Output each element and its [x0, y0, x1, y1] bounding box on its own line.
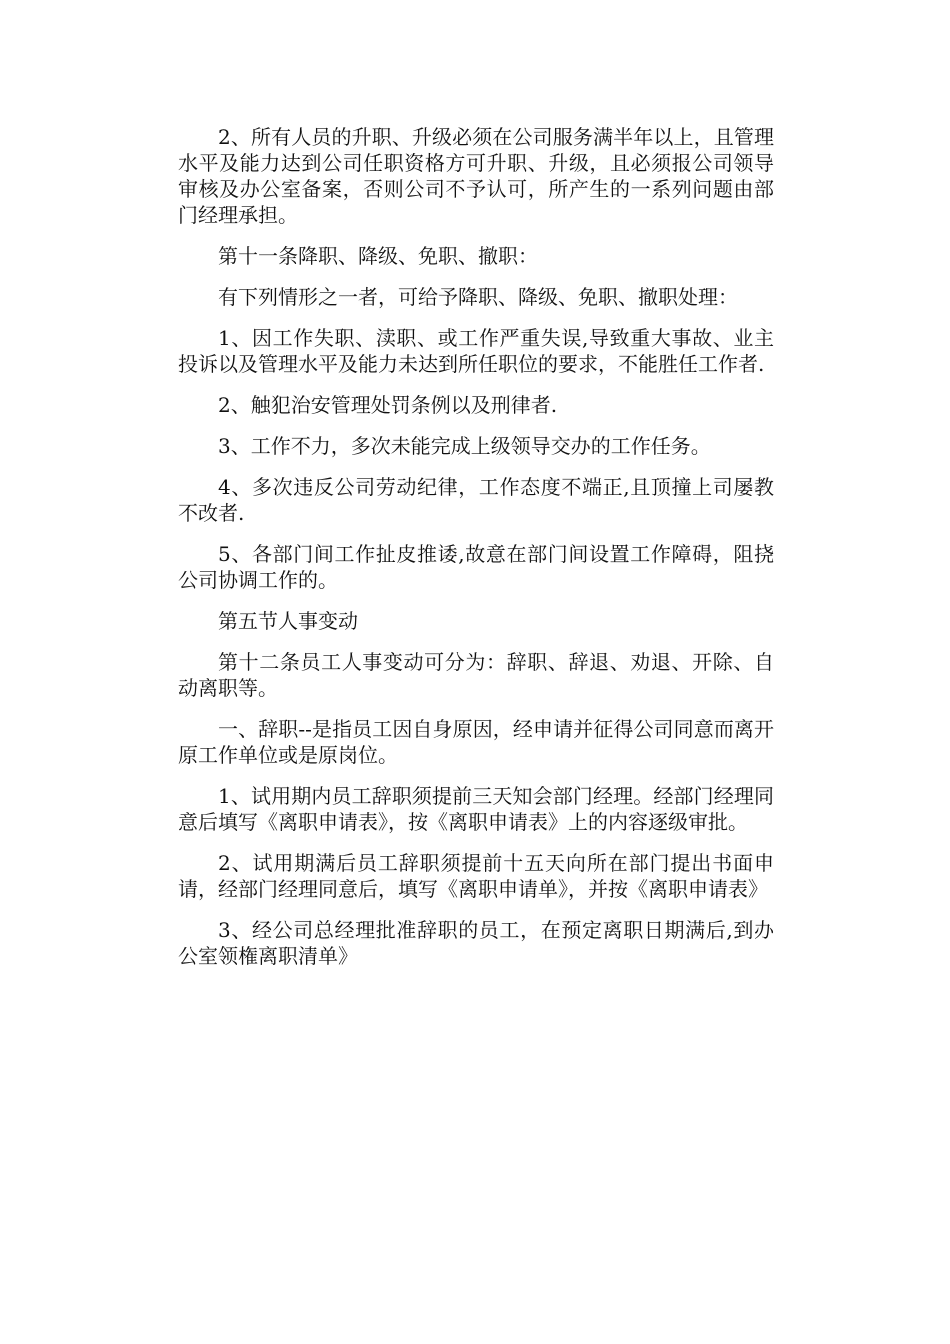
- paragraph-demotion-item-4: 4、多次违反公司劳动纪律，工作态度不端正,且顶撞上司屡教不改者.: [178, 475, 774, 525]
- document-body: [178, 124, 774, 984]
- paragraph-resignation-item-2: 2、试用期满后员工辞职须提前十五天向所在部门提出书面申请，经部门经理同意后，填写《离职申请单》，并按《离职申请表》: [178, 851, 774, 901]
- paragraph-demotion-item-2: 2、触犯治安管理处罚条例以及刑律者.: [218, 393, 558, 417]
- paragraph-resignation-item-1: 1、试用期内员工辞职须提前三天知会部门经理。经部门经理同意后填写《离职申请表》，按《离职申请表》上的内容逐级审批。: [178, 784, 774, 834]
- section-5-heading: 第五节人事变动: [218, 609, 358, 633]
- paragraph-resignation-item-3: 3、经公司总经理批准辞职的员工，在预定离职日期满后,到办公室领権离职清单》: [178, 918, 774, 968]
- paragraph-demotion-item-1: 1、因工作失职、渎职、或工作严重失误,导致重大事故、业主投诉以及管理水平及能力未达到所任职位的要求，不能胜任工作者.: [178, 326, 774, 376]
- article-12-heading: 第十二条员工人事变动可分为：辞职、辞退、劝退、开除、自动离职等。: [178, 650, 774, 700]
- paragraph-demotion-item-5: 5、各部门间工作扯皮推诿,故意在部门间设置工作障碍，阻挠公司协调工作的。: [178, 542, 774, 592]
- paragraph-demotion-item-3: 3、工作不力，多次未能完成上级领导交办的工作任务。: [218, 434, 711, 458]
- paragraph-promotion-rule-2: 2、所有人员的升职、升级必须在公司服务满半年以上，且管理水平及能力达到公司任职资格方可升职、升级，且必须报公司领导审核及办公室备案，否则公司不予认可，所产生的一系列问题由部门经理承担。: [178, 125, 774, 227]
- article-11-heading: 第十一条降职、降级、免职、撤职：: [218, 244, 538, 268]
- paragraph-resignation-definition: 一、辞职--是指员工因自身原因，经申请并征得公司同意而离开原工作单位或是原岗位。: [178, 717, 774, 767]
- paragraph-demotion-intro: 有下列情形之一者，可给予降职、降级、免职、撤职处理：: [218, 285, 738, 309]
